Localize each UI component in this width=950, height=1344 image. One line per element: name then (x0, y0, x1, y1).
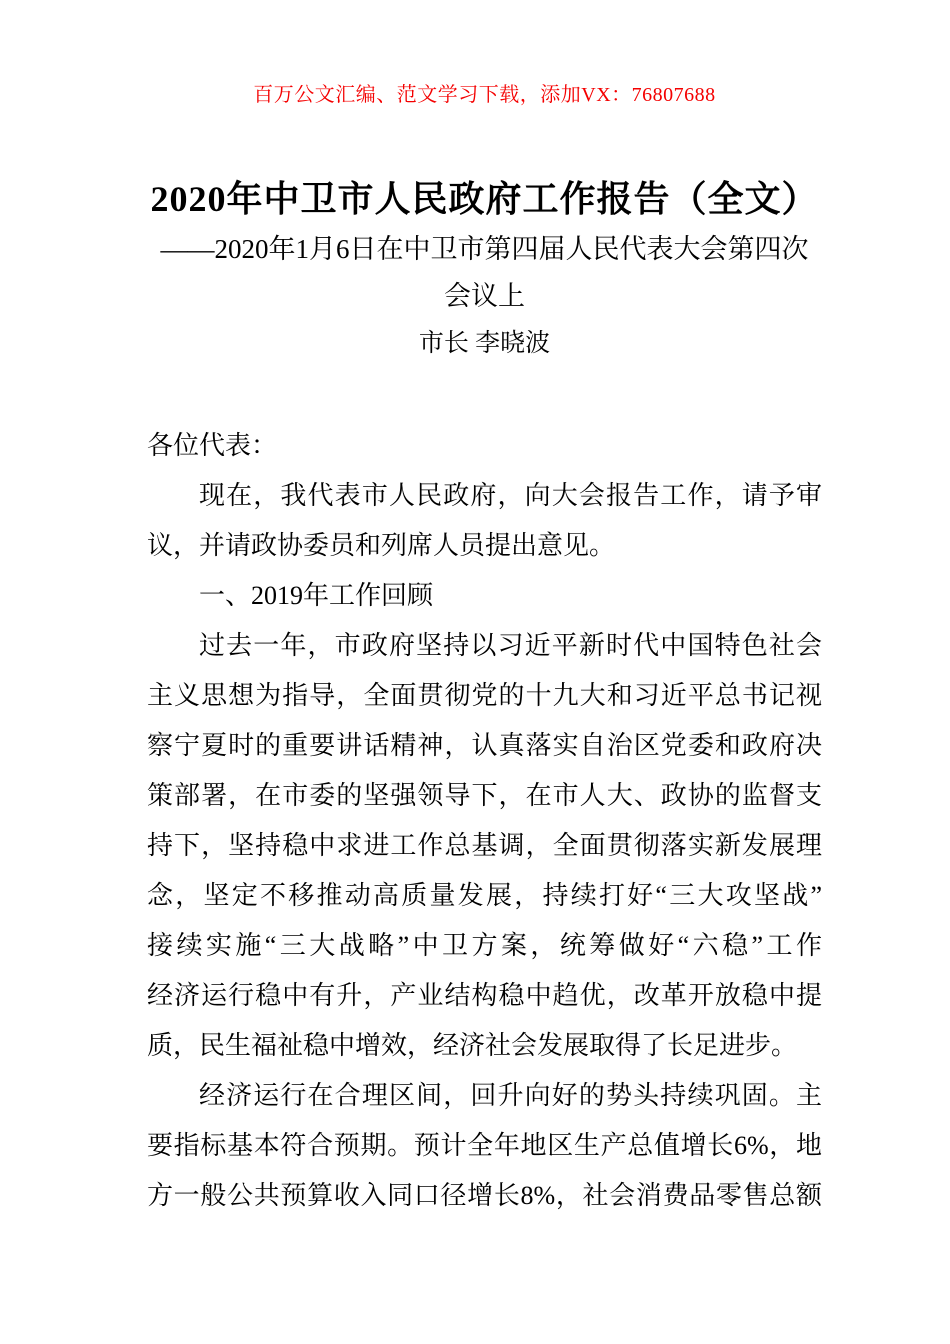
paragraph (147, 621, 822, 1071)
text-line: 持下，坚持稳中求进工作总基调，全面贯彻落实新发展理 (147, 831, 822, 860)
text-line: 念，坚定不移推动高质量发展，持续打好“三大攻坚战” (147, 881, 822, 910)
document-content (147, 84, 822, 1221)
text-line: 方一般公共预算收入同口径增长8%，社会消费品零售总额 (147, 1181, 822, 1210)
text-line: 各位代表： (147, 431, 278, 460)
paragraph (147, 1071, 822, 1221)
document-title: 2020年中卫市人民政府工作报告（全文） (150, 179, 819, 219)
subtitle-line-1: ——2020年1月6日在中卫市第四届人民代表大会第四次 (160, 234, 809, 264)
text-line: 策部署，在市委的坚强领导下，在市人大、政协的监督支 (147, 781, 822, 810)
text-line: 要指标基本符合预期。预计全年地区生产总值增长6%，地 (147, 1131, 822, 1160)
text-line: 主义思想为指导，全面贯彻党的十九大和习近平总书记视 (147, 681, 822, 710)
text-line: 接续实施“三大战略”中卫方案，统筹做好“六稳”工作 (147, 931, 822, 960)
document-author: 市长 李晓波 (418, 330, 551, 357)
promo-notice: 百万公文汇编、范文学习下载，添加VX：76807688 (253, 84, 716, 106)
document-subtitle (147, 226, 822, 320)
text-line: 经济运行稳中有升，产业结构稳中趋优，改革开放稳中提 (147, 981, 822, 1010)
text-line: 一、2019年工作回顾 (199, 581, 434, 610)
paragraph (147, 471, 822, 571)
text-line: 察宁夏时的重要讲话精神，认真落实自治区党委和政府决 (147, 731, 822, 760)
document-body (147, 421, 822, 1221)
heading (147, 571, 822, 621)
text-line: 过去一年，市政府坚持以习近平新时代中国特色社会 (199, 631, 822, 660)
text-line: 议，并请政协委员和列席人员提出意见。 (147, 531, 616, 560)
text-line: 经济运行在合理区间，回升向好的势头持续巩固。主 (199, 1081, 822, 1110)
salutation (147, 421, 822, 471)
text-line: 现在，我代表市人民政府，向大会报告工作，请予审 (199, 481, 822, 510)
subtitle-line-2: 会议上 (444, 281, 525, 311)
text-line: 质，民生福祉稳中增效，经济社会发展取得了长足进步。 (147, 1031, 798, 1060)
